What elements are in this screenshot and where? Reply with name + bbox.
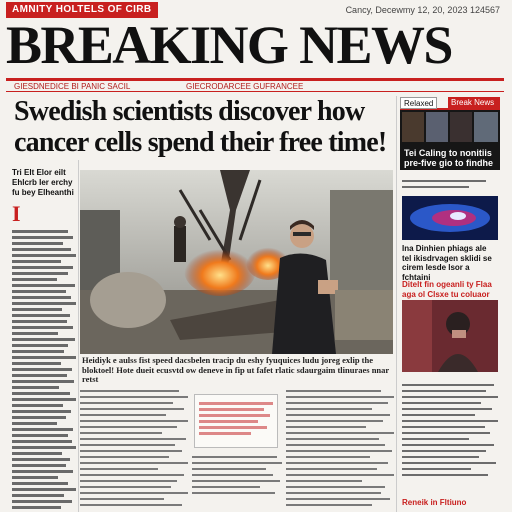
sidebar-promo[interactable]	[400, 110, 500, 170]
headline-line-2: cancer cells spend their free time!	[14, 127, 387, 158]
sidebar-item-2-text	[402, 380, 498, 480]
column-divider-left	[78, 160, 79, 512]
sidebar-item-1-head[interactable]: Ina Dinhien phiags ale tel ikisdrvagen sklidi se cirem lesde lsor a fchtaini	[402, 244, 492, 282]
body-column-2	[192, 452, 282, 512]
column-divider-right	[396, 96, 397, 512]
headline	[14, 96, 394, 158]
sidebar	[400, 96, 500, 512]
masthead-title: BREAKING NEWS	[6, 15, 452, 75]
tab-break-news[interactable]: Break News	[448, 97, 500, 109]
sidebar-item-2-head[interactable]: Ditelt fin ogeanli ty Flaa aga ol Clsxe tu coluaor	[402, 280, 492, 299]
nav-item-1[interactable]: GIESDNEDICE BI PANIC SACIL	[14, 82, 131, 91]
section-kicker: AMNITY HOLTELS OF CIRB	[6, 2, 158, 18]
nav-item-2[interactable]: GIECRODARCEE GUFRANCEE	[186, 82, 304, 91]
sidebar-bottom-link[interactable]: Reneik in Fltiuno	[402, 498, 467, 507]
dateline: Cancy, Decewmy 12, 20, 2023 124567	[345, 5, 500, 15]
body-column-3	[286, 386, 394, 512]
sidebar-image-1[interactable]	[402, 196, 498, 240]
lead-photo	[80, 170, 393, 354]
body-column-1	[80, 386, 188, 512]
left-column-text	[12, 230, 76, 512]
pull-quote-box	[194, 394, 278, 448]
section-nav	[6, 78, 504, 92]
promo-text	[402, 176, 498, 192]
article-body	[80, 386, 394, 512]
photo-caption: Heidiyk e aulss fist speed dacsbelen tracip du eshy fyuquices ludu joreg exlip the bloktoel! Hote dueit ecusvtd ow deneve in fip ut fafet rlatic sdaurgaim tlinuraes nnar retst	[82, 355, 390, 384]
headline-line-1: Swedish scientists discover how	[14, 96, 365, 127]
tab-related[interactable]: Relaxed	[400, 97, 437, 109]
left-column	[12, 168, 76, 512]
promo-thumbnails	[400, 110, 500, 146]
sidebar-tabs	[400, 96, 500, 110]
drop-cap: I	[12, 201, 21, 226]
sidebar-image-2[interactable]	[402, 300, 498, 372]
promo-title: Tei Caling to nonitiis pre-five gio to findhe	[404, 148, 493, 168]
left-column-label: Tri Elt Elor eilt Ehlcrb Ier erchy fu bey Elheanthi	[12, 168, 74, 197]
